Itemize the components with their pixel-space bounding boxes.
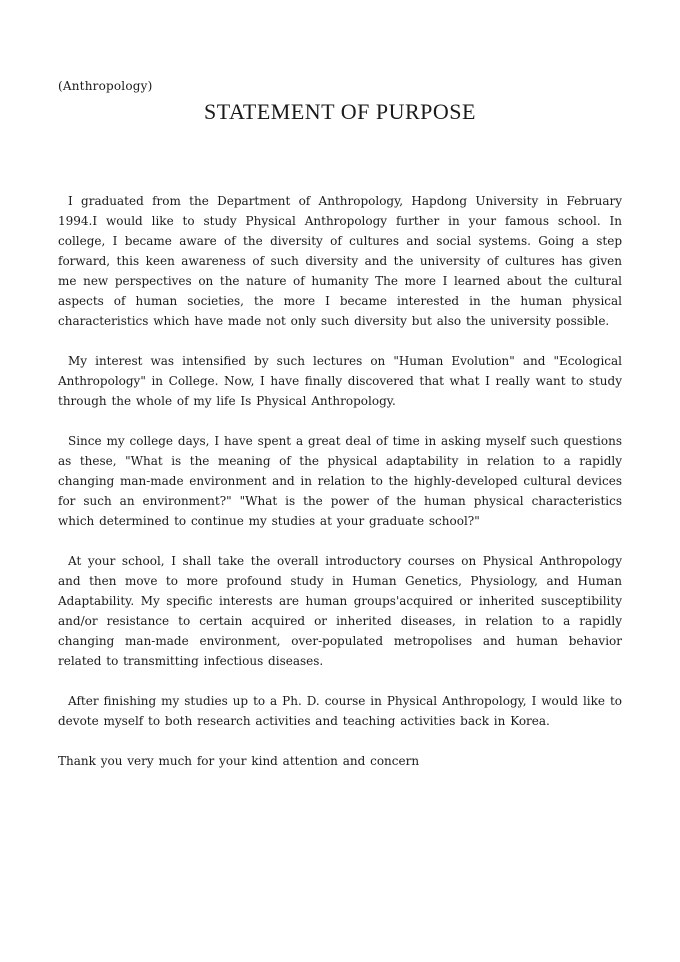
paragraph-interest: My interest was intensified by such lectures on "Human Evolution" and "Ecological Anthropology" in College. Now, I have finally discovered that what I really want to study through the whole of my life Is Physical Anthropology. xyxy=(58,354,622,408)
document-subject: (Anthropology) xyxy=(58,79,153,93)
document-title: STATEMENT OF PURPOSE xyxy=(204,99,476,124)
paragraph-education: I graduated from the Department of Anthropology, Hapdong University in February 1994.I would like to study Physical Anthropology further in your famous school. In college, I became aware of the diversity of cultures and social systems. Going a step forward, this keen awareness of such diversity and the university of cultures has given me new perspectives on the nature of humanity The more I learned about the cultural aspects of human societies, the more I became interested in the human physical characteristics which have made not only such diversity but also the university possible. xyxy=(58,194,622,328)
paragraph-questions: Since my college days, I have spent a great deal of time in asking myself such questions as these, "What is the meaning of the physical adaptability in relation to a rapidly changing man-made environment and in relation to the highly-developed cultural devices for such an environment?" "What is the power of the human physical characteristics which determined to continue my studies at your graduate school?" xyxy=(58,434,622,528)
document-body xyxy=(58,191,622,771)
paragraph-goals: After finishing my studies up to a Ph. D. course in Physical Anthropology, I would like to devote myself to both research activities and teaching activities back in Korea. xyxy=(58,694,622,728)
paragraph-study-plan: At your school, I shall take the overall introductory courses on Physical Anthropology and then move to more profound study in Human Genetics, Physiology, and Human Adaptability. My specific interests are human groups'acquired or inherited susceptibility and/or resistance to certain acquired or inherited diseases, in relation to a rapidly changing man-made environment, over-populated metropolises and human behavior related to transmitting infectious diseases. xyxy=(58,554,622,668)
closing-line: Thank you very much for your kind attention and concern xyxy=(58,754,420,768)
